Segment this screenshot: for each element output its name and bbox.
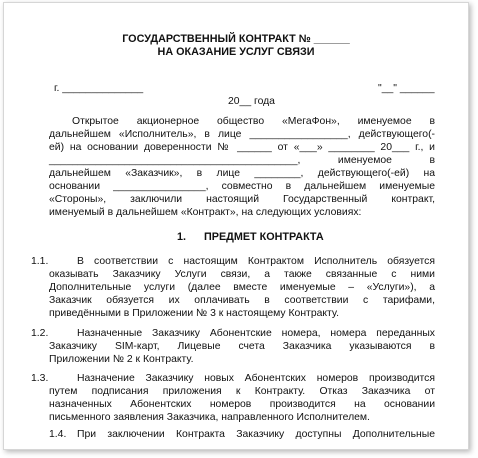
clause-line: назначенных Абонентских номеров производится на основании bbox=[49, 399, 435, 410]
section-number: 1. bbox=[177, 231, 187, 243]
clause-number: 1.1. bbox=[31, 256, 49, 267]
preamble-line: именуемый в дальнейшем «Контракт», на следующих условиях: bbox=[49, 207, 362, 218]
clause-line: приведёнными в Приложении № 3 к настоящему Контракту. bbox=[49, 308, 339, 319]
clause-number: 1.2. bbox=[31, 328, 49, 339]
clause-line: оказывать Заказчику Услуги связи, а также связанные с ними bbox=[49, 269, 435, 280]
preamble-line: ей) на основании доверенности № ______ от «___» ________ 20___ г., и bbox=[49, 142, 435, 153]
clause-line: В соответствии с настоящим Контрактом Исполнитель обязуется bbox=[77, 256, 435, 267]
contract-subtitle: НА ОКАЗАНИЕ УСЛУГ СВЯЗИ bbox=[157, 46, 315, 58]
clause-line: Заказчик обязуется их оплачивать в соответствии с тарифами, bbox=[49, 295, 435, 306]
clause-number: 1.3. bbox=[31, 373, 49, 384]
preamble-line: дальнейшем «Исполнитель», в лице _________________, действующего(- bbox=[49, 129, 435, 140]
clause-line: Приложении № 2 к Контракту. bbox=[49, 354, 194, 365]
clause-line: путем подписания приложения к Контракту. Отказ Заказчика от bbox=[49, 386, 435, 397]
contract-page bbox=[3, 2, 469, 450]
preamble-line: основании ________________, совместно в дальнейшем именуемые bbox=[49, 181, 435, 192]
city-field: г. ______________ bbox=[54, 83, 144, 94]
year-field: 20__ года bbox=[228, 96, 275, 107]
clause-line: Назначенные Заказчику Абонентские номера, номера переданных bbox=[77, 328, 435, 339]
date-field: "__" ______ bbox=[378, 83, 435, 94]
preamble-line: «Стороны», заключили настоящий Государственный контракт, bbox=[49, 194, 435, 205]
clause-number: 1.4. bbox=[49, 429, 67, 440]
preamble-line: Открытое акционерное общество «МегаФон», именуемое в bbox=[72, 116, 435, 127]
clause-line: Заказчику SIM-карт, Лицевые счета Заказчика указываются в bbox=[49, 341, 435, 352]
section-title: ПРЕДМЕТ КОНТРАКТА bbox=[204, 231, 324, 243]
clause-line: При заключении Контракта Заказчику доступны Дополнительные bbox=[77, 429, 435, 440]
preamble-line: ___________________________________________, именуемое в bbox=[49, 155, 435, 166]
contract-title: ГОСУДАРСТВЕННЫЙ КОНТРАКТ № ______ bbox=[122, 33, 350, 45]
clause-line: Назначение Заказчику новых Абонентских номеров производится bbox=[77, 373, 435, 384]
clause-line: письменного заявления Заказчика, направленного Исполнителем. bbox=[49, 412, 370, 423]
preamble-line: дальнейшем «Заказчик», в лице ________, действующего(-ей) на bbox=[49, 168, 435, 179]
clause-line: Дополнительные услуги (далее вместе именуемые – «Услуги»), а bbox=[49, 282, 435, 293]
